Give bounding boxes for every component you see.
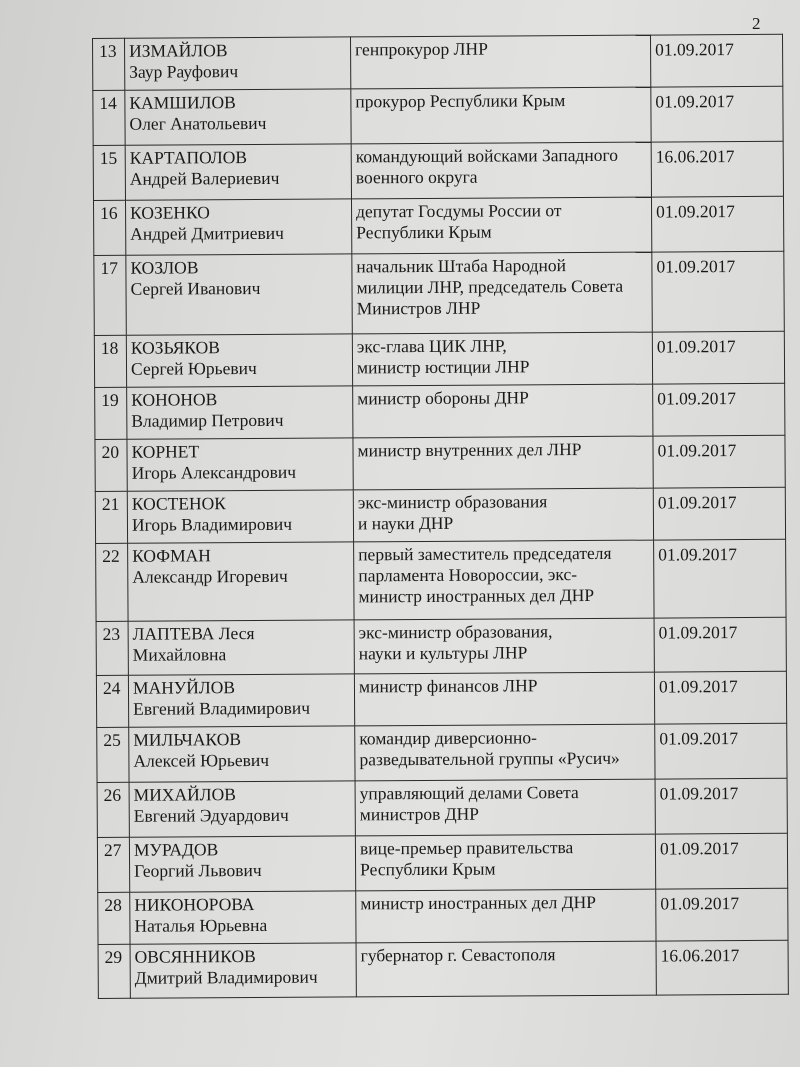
position-line: командующий войсками Западного [355,144,619,167]
position-line: министр внутренних дел ЛНР [357,439,582,461]
row-number: 14 [93,90,125,145]
person-name-cell [130,943,356,998]
person-given-names: Олег Анатольевич [129,112,267,134]
position-cell [354,618,654,674]
page-number: 2 [752,14,761,33]
sanctions-table [92,34,789,999]
date-cell: 01.09.2017 [655,833,787,889]
date-cell: 01.09.2017 [652,251,784,332]
person-surname: МИХАЙЛОВ [133,784,236,805]
person-name-cell [130,891,356,944]
person-surname: КОЗЛОВ [130,257,199,278]
row-number: 13 [93,38,125,90]
person-surname: КАМШИЛОВ [129,92,236,113]
row-number: 26 [97,782,129,837]
position-cell [355,779,655,836]
person-surname: ОВСЯННИКОВ [134,946,256,967]
person-surname: ЛАПТЕВА Леся [132,623,255,644]
position-cell [352,252,652,334]
position-cell [352,332,652,386]
person-given-names: Сергей Иванович [130,277,261,299]
date-cell: 01.09.2017 [655,778,787,834]
position-line: министр финансов ЛНР [358,675,538,697]
position-line: генпрокурор ЛНР [355,38,488,60]
table-row [95,487,785,543]
row-number: 28 [98,892,130,944]
date-cell: 01.09.2017 [652,331,784,384]
position-line: управляющий делами Совета [359,782,579,804]
table-row [94,251,784,335]
person-surname: КОНОНОВ [131,389,218,410]
person-name-cell [127,438,353,491]
date-cell: 01.09.2017 [654,671,786,724]
table-row [93,34,783,90]
table-row [96,617,786,675]
position-cell [356,889,656,943]
position-line: Республики Крым [360,858,496,880]
table-row [98,888,788,944]
table-row [93,86,783,145]
date-cell: 01.09.2017 [654,617,786,672]
date-cell: 01.09.2017 [655,723,787,779]
position-line: министр иностранных дел ДНР [358,584,595,607]
row-number: 20 [95,439,127,491]
position-line: вице-премьер правительства [359,837,574,859]
person-given-names: Заур Рауфович [129,61,239,82]
person-name-cell [128,620,354,675]
person-given-names: Алексей Юрьевич [133,749,270,771]
person-name-cell [125,144,351,200]
person-name-cell [126,334,352,387]
position-cell [351,142,651,199]
position-cell [350,35,650,89]
person-name-cell [127,386,353,439]
person-surname: МАНУЙЛОВ [132,677,236,698]
person-surname: КАРТАПОЛОВ [129,147,248,168]
position-line: депутат Госдумы России от [356,200,562,222]
position-line: министр иностранных дел ДНР [360,891,597,914]
position-cell [351,87,651,144]
table-row [94,331,784,387]
date-cell: 01.09.2017 [651,196,783,252]
person-surname: КОЗЕНКО [130,202,210,223]
person-given-names: Дмитрий Владимирович [134,966,318,988]
person-surname: КОРНЕТ [131,441,200,462]
person-surname: МИЛЬЧАКОВ [133,729,242,750]
person-name-cell [128,542,354,621]
person-given-names: Георгий Львович [134,859,262,881]
position-cell [354,672,654,726]
position-line: командир диверсионно- [359,727,537,749]
person-given-names: Евгений Владимирович [133,697,311,719]
person-name-cell [128,674,354,727]
row-number: 23 [96,621,128,675]
position-line: милиции ЛНР, председатель Совета [356,275,624,298]
position-line: и науки ДНР [357,512,454,534]
person-surname: МУРАДОВ [133,839,219,860]
person-given-names: Андрей Валериевич [129,167,280,189]
position-line: науки и культуры ЛНР [358,642,528,664]
person-name-cell [127,490,353,543]
person-surname: ИЗМАЙЛОВ [129,40,228,61]
person-name-cell [125,89,351,145]
position-line: министр юстиции ЛНР [356,356,530,378]
person-name-cell [129,726,355,782]
date-cell: 01.09.2017 [651,86,783,142]
position-line: Республики Крым [356,221,492,243]
position-line: губернатор г. Севастополя [360,944,556,966]
position-cell [354,540,654,620]
row-number: 18 [94,335,126,387]
person-name-cell [129,781,355,837]
date-cell: 16.06.2017 [656,940,788,995]
position-line: прокурор Республики Крым [355,90,566,112]
row-number: 17 [94,255,126,335]
row-number: 19 [95,387,127,439]
person-given-names: Андрей Дмитриевич [130,222,284,244]
position-line: Министров ЛНР [356,297,481,319]
position-line: парламента Новороссии, экс- [358,564,578,586]
position-line: экс-министр образования, [358,621,553,643]
date-cell: 01.09.2017 [653,487,785,540]
person-given-names: Игорь Владимирович [131,513,293,535]
row-number: 16 [93,200,125,255]
person-given-names: Александр Игоревич [132,565,288,587]
position-cell [353,384,653,438]
row-number: 29 [98,944,130,998]
position-cell [356,941,656,997]
person-name-cell [125,37,351,90]
position-line: военного округа [355,166,478,188]
table-body [93,34,789,998]
date-cell: 01.09.2017 [653,383,785,436]
person-given-names: Наталья Юрьевна [134,914,268,936]
person-surname: НИКОНОРОВА [134,894,255,915]
table-row [93,141,783,200]
position-line: министр обороны ДНР [357,387,529,409]
person-surname: КОСТЕНОК [131,493,226,514]
table-row [93,196,783,255]
position-line: разведывательной группы «Русич» [359,747,620,770]
row-number: 25 [97,727,129,782]
row-number: 24 [96,675,128,727]
table-row [97,778,787,837]
person-given-names: Игорь Александрович [131,461,297,483]
position-cell [355,724,655,781]
row-number: 22 [96,543,128,621]
person-given-names: Евгений Эдуардович [133,804,289,826]
person-given-names: Владимир Петрович [131,409,284,431]
position-cell [355,834,655,891]
person-surname: КОЗЬЯКОВ [130,337,220,358]
row-number: 21 [95,491,127,543]
position-cell [351,197,651,254]
table-row [98,940,788,998]
table-row [97,723,787,782]
table-row [97,833,787,892]
person-given-names: Сергей Юрьевич [130,357,257,379]
person-name-cell [129,836,355,892]
position-cell [353,436,653,490]
person-name-cell [126,254,352,335]
table-row [96,671,786,727]
person-surname: КОФМАН [132,545,211,566]
table-row [95,383,785,439]
date-cell: 01.09.2017 [656,888,788,941]
date-cell: 01.09.2017 [654,539,786,618]
position-line: экс-министр образования [357,491,548,513]
table-row [95,435,785,491]
person-given-names: Михайловна [132,644,227,665]
table-row [96,539,786,621]
position-line: экс-глава ЦИК ЛНР, [356,335,507,357]
position-line: министров ДНР [359,803,480,825]
position-cell [353,488,653,542]
position-line: первый заместитель председателя [358,542,612,565]
person-name-cell [125,199,351,255]
date-cell: 01.09.2017 [650,34,782,87]
row-number: 27 [97,837,129,892]
position-line: начальник Штаба Народной [356,255,567,277]
date-cell: 01.09.2017 [653,435,785,488]
row-number: 15 [93,145,125,200]
date-cell: 16.06.2017 [651,141,783,197]
